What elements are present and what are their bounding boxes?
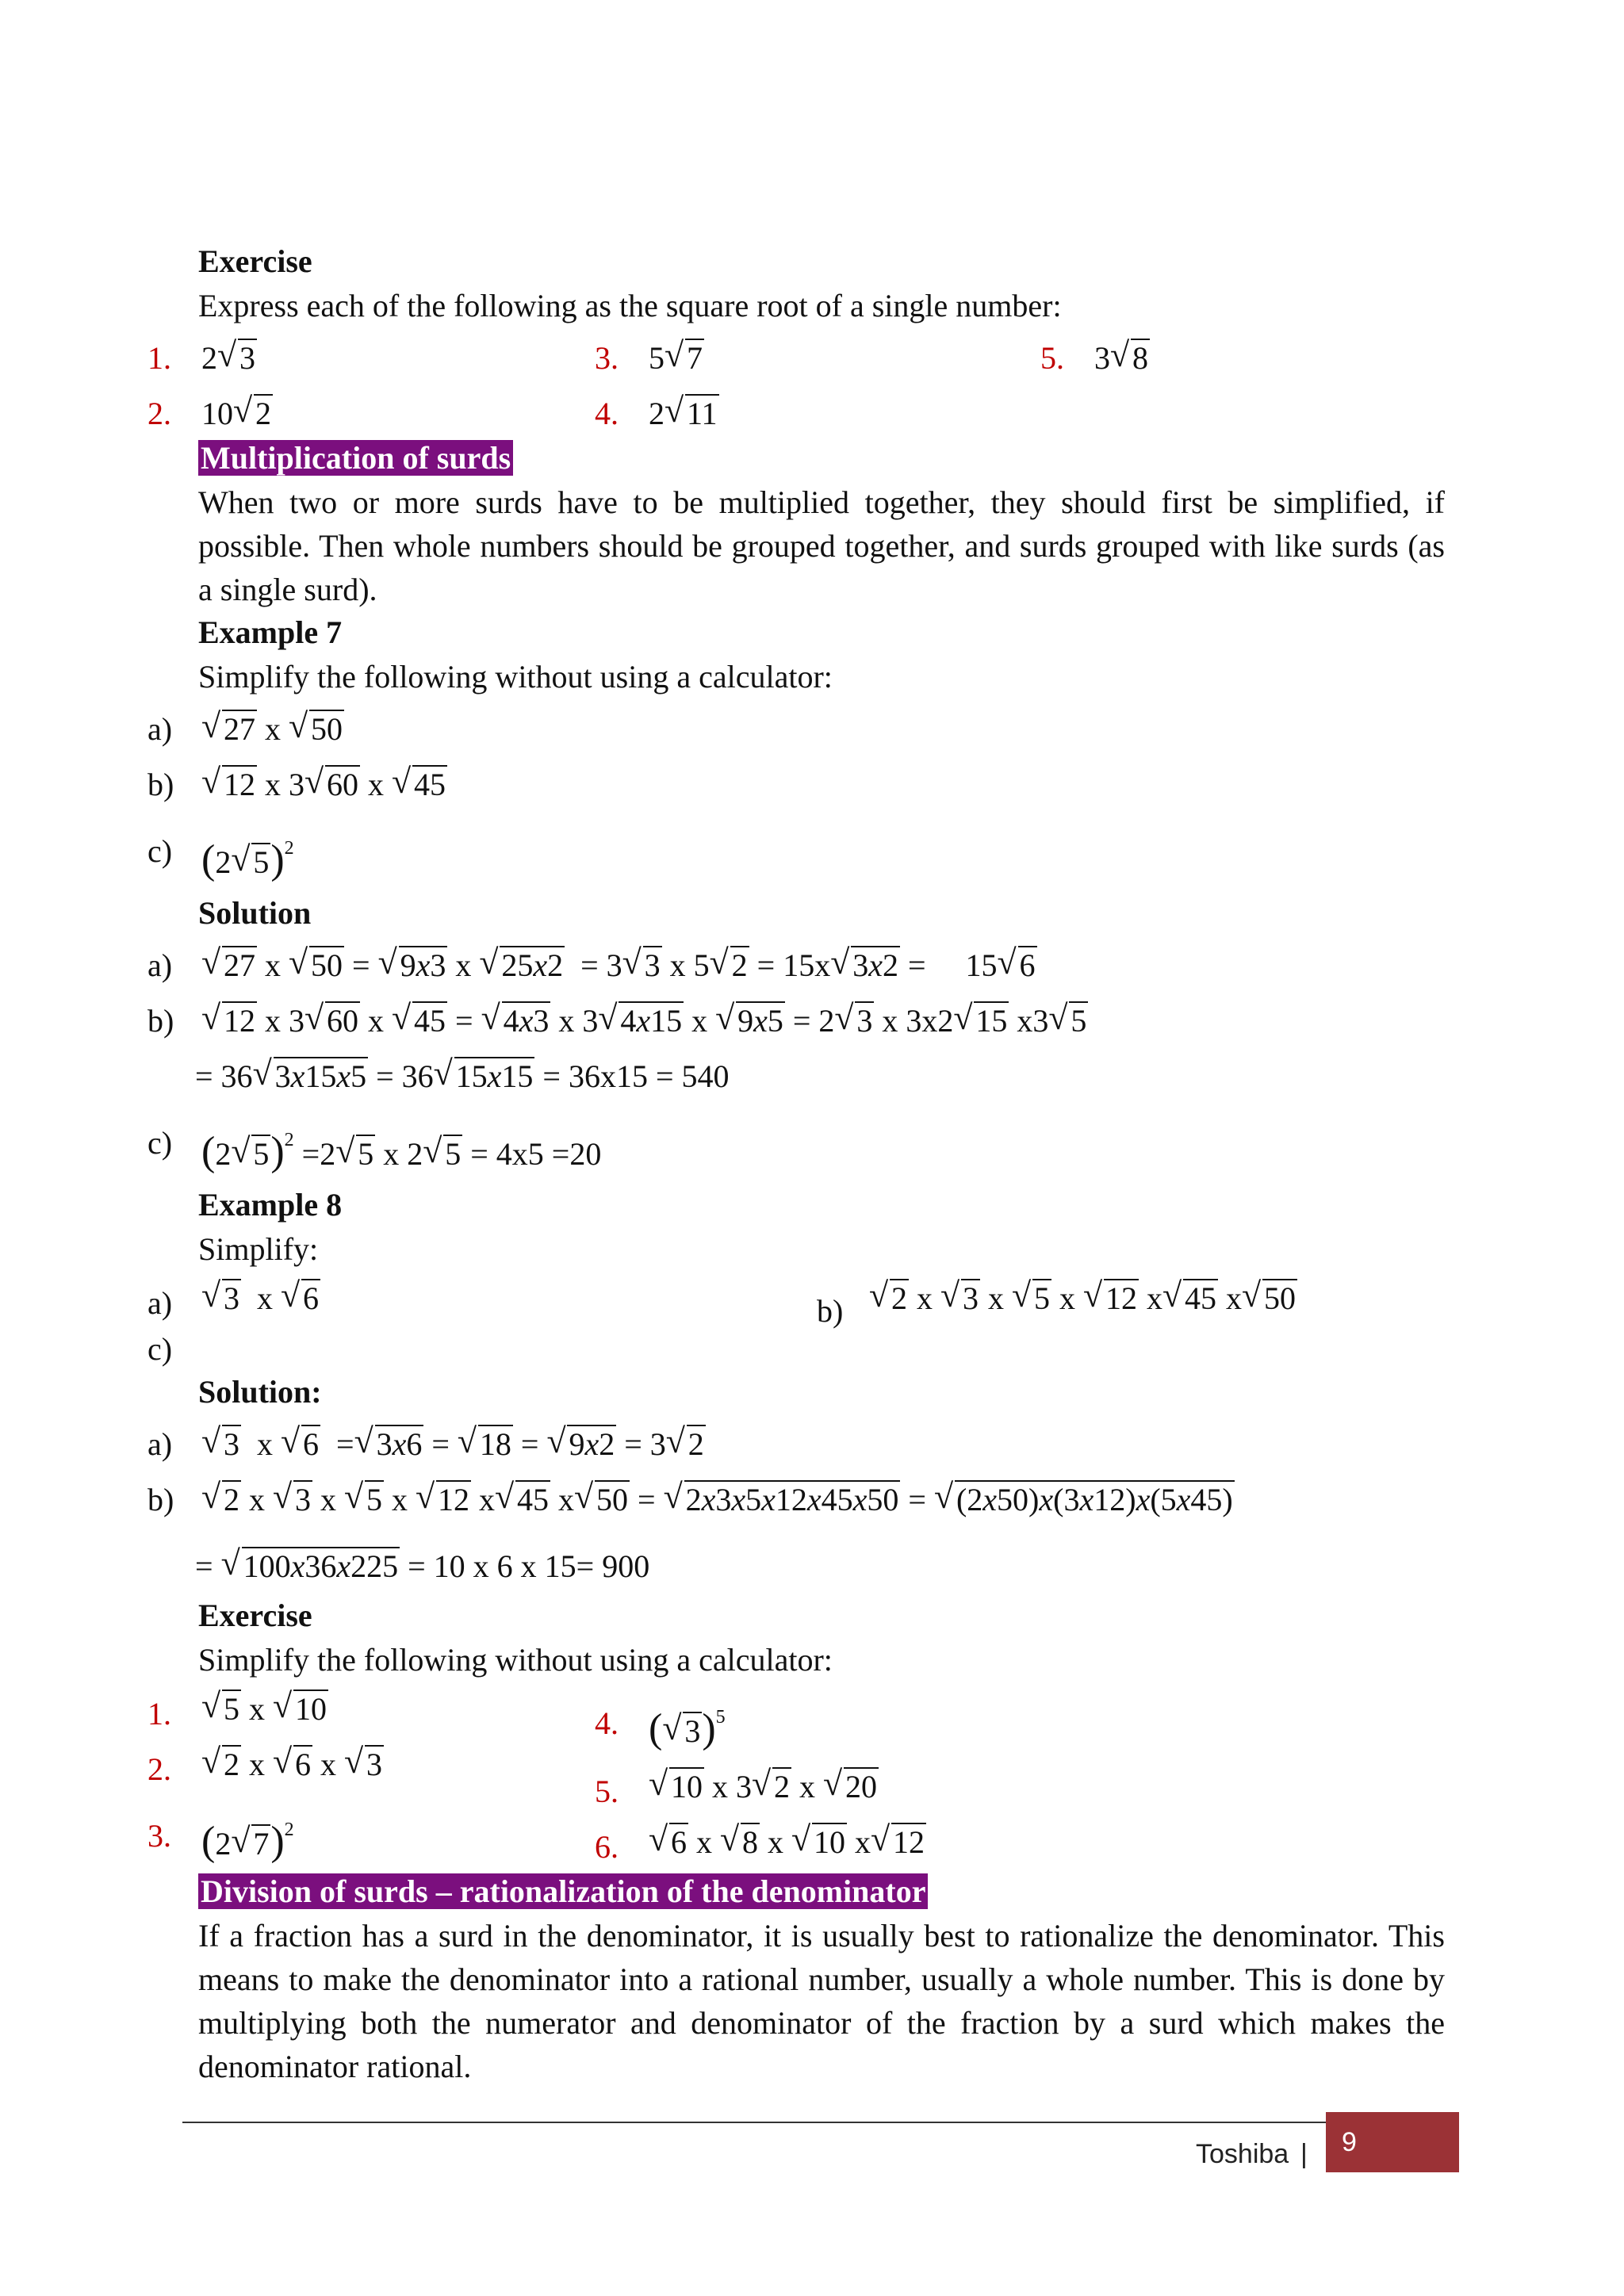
example-title: Example 8 [198,1187,343,1223]
solution-expression: √ 2 x √ 3 x √ 5 x √ 12 x√ 45 x√ 50 = √ 2x3x5x12x45x50 = √ (2x50)x(3x12)x(5x45) [201,1479,1235,1521]
exercise-item-number: 3. [595,340,619,376]
math-expression: √ 3 x √ 6 [201,1278,320,1319]
solution-label: a) [147,1426,173,1462]
math-expression: √ 2 x √ 3 x √ 5 x √ 12 x√ 45 x√ 50 [869,1278,1297,1319]
section-paragraph: When two or more surds have to be multiplied together, they should first be simplified, if possible. Then whole numbers should be grouped together, and surds grouped with like surds (as a single surd). [198,484,1445,607]
solution-label: b) [147,1003,174,1039]
question-label: c) [147,833,173,869]
exercise-item-expression: 5√ 7 [649,338,704,379]
question-label: b) [817,1293,844,1329]
exercise-item-number: 2. [147,1751,171,1787]
page-number: 9 [1342,2126,1357,2157]
footer-separator: | [1300,2139,1308,2169]
footer-divider [182,2122,1459,2123]
exercise-item-number: 1. [147,1696,171,1732]
math-expression: (2√ 5)$^2$ [201,828,294,883]
solution-expression: = 36√ 3x15x5 = 36√ 15x15 = 36x15 = 540 [195,1056,730,1097]
exercise-item-number: 2. [147,396,171,431]
exercise-item-number: 5. [595,1774,619,1809]
exercise-item-expression: √ 5 x √ 10 [201,1689,328,1730]
exercise-item-expression: 2√ 11 [649,393,719,434]
exercise-item-expression: (√ 3)$^5$ [649,1697,726,1752]
question-label: a) [147,1285,173,1321]
section-heading: Multiplication of surds [198,438,513,479]
example-title: Example 7 [198,614,343,650]
exercise-item-expression: 10√ 2 [201,393,273,434]
section-paragraph: If a fraction has a surd in the denominator, it is usually best to rationalize the denominator. This means to make the denominator into a rational number, usually a whole number. This is done by multiplying both the numerator and denominator of the fraction by a surd which makes the denominator rational. [198,1918,1445,2084]
exercise-item-expression: (2√ 7)$^2$ [201,1809,294,1865]
solution-label: a) [147,947,173,983]
example-instruction: Simplify the following without using a calculator: [198,659,833,695]
exercise-item-number: 6. [595,1829,619,1865]
example-instruction: Simplify: [198,1231,319,1267]
exercise-item-number: 4. [595,1705,619,1741]
solution-expression: √ 3 x √ 6 =√ 3x6 = √ 18 = √ 9x2 = 3√ 2 [201,1424,706,1465]
exercise-item-expression: √ 6 x √ 8 x √ 10 x√ 12 [649,1822,926,1863]
exercise-item-number: 1. [147,340,171,376]
question-label: b) [147,767,174,802]
exercise-item-expression: √ 2 x √ 6 x √ 3 [201,1744,384,1785]
exercise-title: Exercise [198,1598,312,1633]
question-label: a) [147,711,173,747]
page-number-badge [1326,2112,1459,2172]
solution-label: b) [147,1482,174,1517]
solution-title: Solution: [198,1374,322,1410]
exercise-item-number: 4. [595,396,619,431]
solution-expression: √ 12 x 3√ 60 x √ 45 = √ 4x3 x 3√ 4x15 x √ 9x5 = 2√ 3 x 3x2√ 15 x3√ 5 [201,1001,1088,1042]
math-expression: √ 27 x √ 50 [201,709,344,750]
solution-label: c) [147,1125,173,1161]
exercise-instruction: Express each of the following as the square root of a single number: [198,288,1062,323]
section-heading: Division of surds – rationalization of the denominator [198,1871,928,1912]
solution-title: Solution [198,895,312,931]
exercise-instruction: Simplify the following without using a calculator: [198,1642,833,1678]
solution-expression: √ 27 x √ 50 = √ 9x3 x √ 25x2 = 3√ 3 x 5√ 2 = 15x√ 3x2 = 15√ 6 [201,945,1037,986]
exercise-item-number: 3. [147,1818,171,1854]
math-expression: √ 12 x 3√ 60 x √ 45 [201,764,447,806]
exercise-item-number: 5. [1040,340,1064,376]
exercise-item-expression: 2√ 3 [201,338,257,379]
exercise-item-expression: 3√ 8 [1094,338,1150,379]
footer-brand: Toshiba [1196,2139,1289,2169]
exercise-title: Exercise [198,243,312,279]
solution-expression: = √ 100x36x225 = 10 x 6 x 15= 900 [195,1546,649,1587]
question-label: c) [147,1331,173,1367]
solution-expression: (2√ 5)$^2$ =2√ 5 x 2√ 5 = 4x5 =20 [201,1119,601,1175]
exercise-item-expression: √ 10 x 3√ 2 x √ 20 [649,1766,879,1808]
